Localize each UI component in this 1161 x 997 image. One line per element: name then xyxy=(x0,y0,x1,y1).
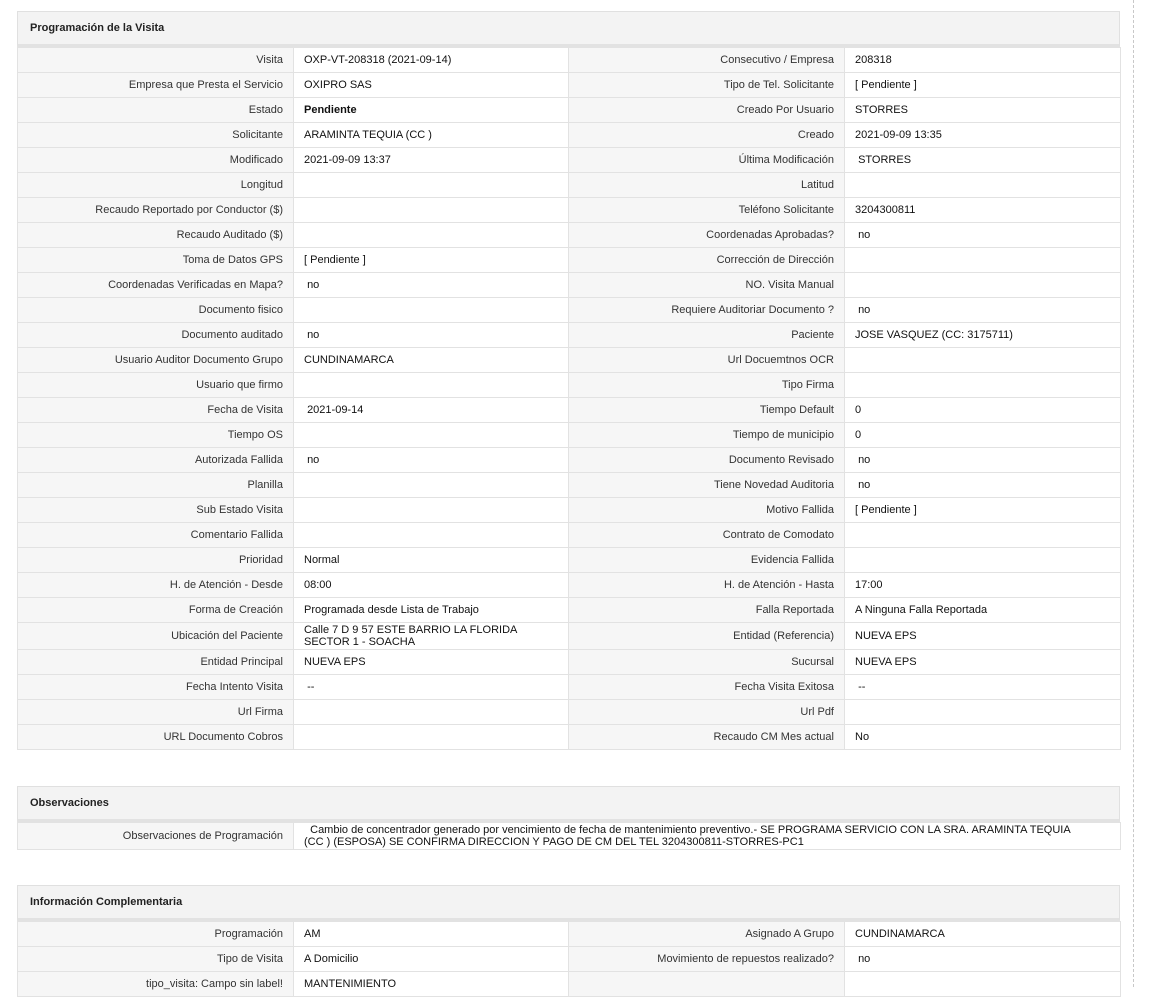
field-row xyxy=(18,548,1121,573)
field-row xyxy=(18,48,1121,73)
field-value xyxy=(294,423,569,448)
field-value: ARAMINTA TEQUIA (CC ) xyxy=(294,123,569,148)
observaciones-label: Observaciones de Programación xyxy=(18,823,294,850)
field-row xyxy=(18,598,1121,623)
field-value xyxy=(294,700,569,725)
field-value: no xyxy=(294,273,569,298)
field-label: NO. Visita Manual xyxy=(569,273,845,298)
field-row xyxy=(18,273,1121,298)
field-label: Última Modificación xyxy=(569,148,845,173)
field-value xyxy=(294,473,569,498)
field-row xyxy=(18,398,1121,423)
field-row xyxy=(18,448,1121,473)
field-label: Url Docuemtnos OCR xyxy=(569,348,845,373)
field-row xyxy=(18,98,1121,123)
field-label: Planilla xyxy=(18,473,294,498)
field-row xyxy=(18,573,1121,598)
field-label: Prioridad xyxy=(18,548,294,573)
field-label: Empresa que Presta el Servicio xyxy=(18,73,294,98)
field-label: Documento auditado xyxy=(18,323,294,348)
field-label: Contrato de Comodato xyxy=(569,523,845,548)
field-label: Movimiento de repuestos realizado? xyxy=(569,947,845,972)
field-value xyxy=(845,523,1121,548)
field-label: Usuario que firmo xyxy=(18,373,294,398)
field-row xyxy=(18,922,1121,947)
programacion-title: Programación de la Visita xyxy=(17,11,1120,47)
field-label: Coordenadas Verificadas en Mapa? xyxy=(18,273,294,298)
field-label: Documento fisico xyxy=(18,298,294,323)
field-value: -- xyxy=(294,675,569,700)
field-value: no xyxy=(845,448,1121,473)
field-value: 2021-09-14 xyxy=(294,398,569,423)
field-value: CUNDINAMARCA xyxy=(294,348,569,373)
field-label: Url Firma xyxy=(18,700,294,725)
field-label: Programación xyxy=(18,922,294,947)
field-row xyxy=(18,675,1121,700)
field-value: STORRES xyxy=(845,98,1121,123)
field-value xyxy=(294,498,569,523)
field-label: Comentario Fallida xyxy=(18,523,294,548)
field-row xyxy=(18,198,1121,223)
field-row xyxy=(18,123,1121,148)
observaciones-value: Cambio de concentrador generado por vencimiento de fecha de mantenimiento preventivo.- SE PROGRAMA SERVICIO CON LA SRA. ARAMINTA TEQUIA (CC ) (ESPOSA) SE CONFIRMA DIRECCION Y PAGO DE CM DEL TEL 3204300811-STORRES-PC1 xyxy=(294,823,1121,850)
field-label: Entidad (Referencia) xyxy=(569,623,845,650)
field-label: H. de Atención - Desde xyxy=(18,573,294,598)
field-value xyxy=(294,173,569,198)
observaciones-table xyxy=(17,822,1121,850)
field-value xyxy=(294,523,569,548)
field-row xyxy=(18,223,1121,248)
field-row xyxy=(18,947,1121,972)
field-value: JOSE VASQUEZ (CC: 3175711) xyxy=(845,323,1121,348)
field-value xyxy=(294,198,569,223)
field-row xyxy=(18,972,1121,997)
field-row xyxy=(18,298,1121,323)
field-value: 3204300811 xyxy=(845,198,1121,223)
field-label: H. de Atención - Hasta xyxy=(569,573,845,598)
programacion-table xyxy=(17,47,1121,750)
field-label: Visita xyxy=(18,48,294,73)
field-value: OXIPRO SAS xyxy=(294,73,569,98)
field-value: -- xyxy=(845,675,1121,700)
field-label: Consecutivo / Empresa xyxy=(569,48,845,73)
field-label: Modificado xyxy=(18,148,294,173)
observaciones-panel xyxy=(17,786,1120,850)
field-label: Recaudo Reportado por Conductor ($) xyxy=(18,198,294,223)
field-label: Usuario Auditor Documento Grupo xyxy=(18,348,294,373)
field-row xyxy=(18,498,1121,523)
field-value: NUEVA EPS xyxy=(845,650,1121,675)
field-value: no xyxy=(845,298,1121,323)
field-label: Corrección de Dirección xyxy=(569,248,845,273)
field-row xyxy=(18,348,1121,373)
field-label: Creado Por Usuario xyxy=(569,98,845,123)
field-label: Autorizada Fallida xyxy=(18,448,294,473)
field-label: Tipo Firma xyxy=(569,373,845,398)
field-row xyxy=(18,148,1121,173)
field-label: Ubicación del Paciente xyxy=(18,623,294,650)
field-label: Estado xyxy=(18,98,294,123)
field-value: 2021-09-09 13:37 xyxy=(294,148,569,173)
field-row xyxy=(18,523,1121,548)
field-label: Tipo de Tel. Solicitante xyxy=(569,73,845,98)
field-row xyxy=(18,650,1121,675)
field-label: Sucursal xyxy=(569,650,845,675)
field-value: No xyxy=(845,725,1121,750)
field-label: Tiene Novedad Auditoria xyxy=(569,473,845,498)
field-value: 17:00 xyxy=(845,573,1121,598)
field-label: Asignado A Grupo xyxy=(569,922,845,947)
field-label: Coordenadas Aprobadas? xyxy=(569,223,845,248)
field-label: Entidad Principal xyxy=(18,650,294,675)
field-value: NUEVA EPS xyxy=(294,650,569,675)
field-label: Tiempo OS xyxy=(18,423,294,448)
field-value: no xyxy=(294,323,569,348)
field-label: Sub Estado Visita xyxy=(18,498,294,523)
field-value xyxy=(845,248,1121,273)
field-label: tipo_visita: Campo sin label! xyxy=(18,972,294,997)
field-value xyxy=(845,548,1121,573)
field-row xyxy=(18,725,1121,750)
field-label: Fecha Intento Visita xyxy=(18,675,294,700)
field-value xyxy=(294,725,569,750)
field-row xyxy=(18,248,1121,273)
field-value xyxy=(294,223,569,248)
page-divider xyxy=(1133,0,1134,987)
field-row xyxy=(18,73,1121,98)
field-row xyxy=(18,623,1121,650)
observaciones-row xyxy=(18,823,1121,850)
field-label: Falla Reportada xyxy=(569,598,845,623)
complementaria-table xyxy=(17,921,1121,997)
field-row xyxy=(18,323,1121,348)
programacion-panel xyxy=(17,11,1120,750)
field-value: Calle 7 D 9 57 ESTE BARRIO LA FLORIDA SECTOR 1 - SOACHA xyxy=(294,623,569,650)
complementaria-panel xyxy=(17,885,1120,997)
field-value: 0 xyxy=(845,398,1121,423)
field-label: Requiere Auditoriar Documento ? xyxy=(569,298,845,323)
complementaria-title: Información Complementaria xyxy=(17,885,1120,921)
field-value: AM xyxy=(294,922,569,947)
field-label xyxy=(569,972,845,997)
field-label: Toma de Datos GPS xyxy=(18,248,294,273)
field-row xyxy=(18,700,1121,725)
field-value: Normal xyxy=(294,548,569,573)
field-value: [ Pendiente ] xyxy=(294,248,569,273)
field-value: no xyxy=(845,223,1121,248)
field-value xyxy=(845,348,1121,373)
field-value: no xyxy=(845,473,1121,498)
field-value xyxy=(845,972,1121,997)
field-value: A Ninguna Falla Reportada xyxy=(845,598,1121,623)
field-label: Longitud xyxy=(18,173,294,198)
field-value xyxy=(294,298,569,323)
field-value: NUEVA EPS xyxy=(845,623,1121,650)
field-label: Fecha de Visita xyxy=(18,398,294,423)
field-label: Latitud xyxy=(569,173,845,198)
field-value: 08:00 xyxy=(294,573,569,598)
field-value xyxy=(845,373,1121,398)
field-label: Paciente xyxy=(569,323,845,348)
field-label: Recaudo CM Mes actual xyxy=(569,725,845,750)
field-row xyxy=(18,473,1121,498)
field-label: Solicitante xyxy=(18,123,294,148)
field-value: [ Pendiente ] xyxy=(845,73,1121,98)
field-value: STORRES xyxy=(845,148,1121,173)
field-label: Motivo Fallida xyxy=(569,498,845,523)
field-value: CUNDINAMARCA xyxy=(845,922,1121,947)
field-label: Teléfono Solicitante xyxy=(569,198,845,223)
field-label: Tipo de Visita xyxy=(18,947,294,972)
field-value: [ Pendiente ] xyxy=(845,498,1121,523)
field-row xyxy=(18,173,1121,198)
field-value: OXP-VT-208318 (2021-09-14) xyxy=(294,48,569,73)
field-label: URL Documento Cobros xyxy=(18,725,294,750)
field-label: Fecha Visita Exitosa xyxy=(569,675,845,700)
field-value xyxy=(845,700,1121,725)
observaciones-title: Observaciones xyxy=(17,786,1120,822)
field-value: A Domicilio xyxy=(294,947,569,972)
field-value: 2021-09-09 13:35 xyxy=(845,123,1121,148)
field-label: Documento Revisado xyxy=(569,448,845,473)
field-label: Forma de Creación xyxy=(18,598,294,623)
field-value: no xyxy=(294,448,569,473)
field-value: 0 xyxy=(845,423,1121,448)
field-label: Url Pdf xyxy=(569,700,845,725)
field-value: 208318 xyxy=(845,48,1121,73)
field-value xyxy=(294,373,569,398)
field-label: Recaudo Auditado ($) xyxy=(18,223,294,248)
field-value xyxy=(845,173,1121,198)
field-label: Tiempo Default xyxy=(569,398,845,423)
field-label: Creado xyxy=(569,123,845,148)
field-value: Pendiente xyxy=(294,98,569,123)
field-value xyxy=(845,273,1121,298)
field-label: Tiempo de municipio xyxy=(569,423,845,448)
field-label: Evidencia Fallida xyxy=(569,548,845,573)
field-value: MANTENIMIENTO xyxy=(294,972,569,997)
field-value: no xyxy=(845,947,1121,972)
field-row xyxy=(18,373,1121,398)
field-value: Programada desde Lista de Trabajo xyxy=(294,598,569,623)
field-row xyxy=(18,423,1121,448)
